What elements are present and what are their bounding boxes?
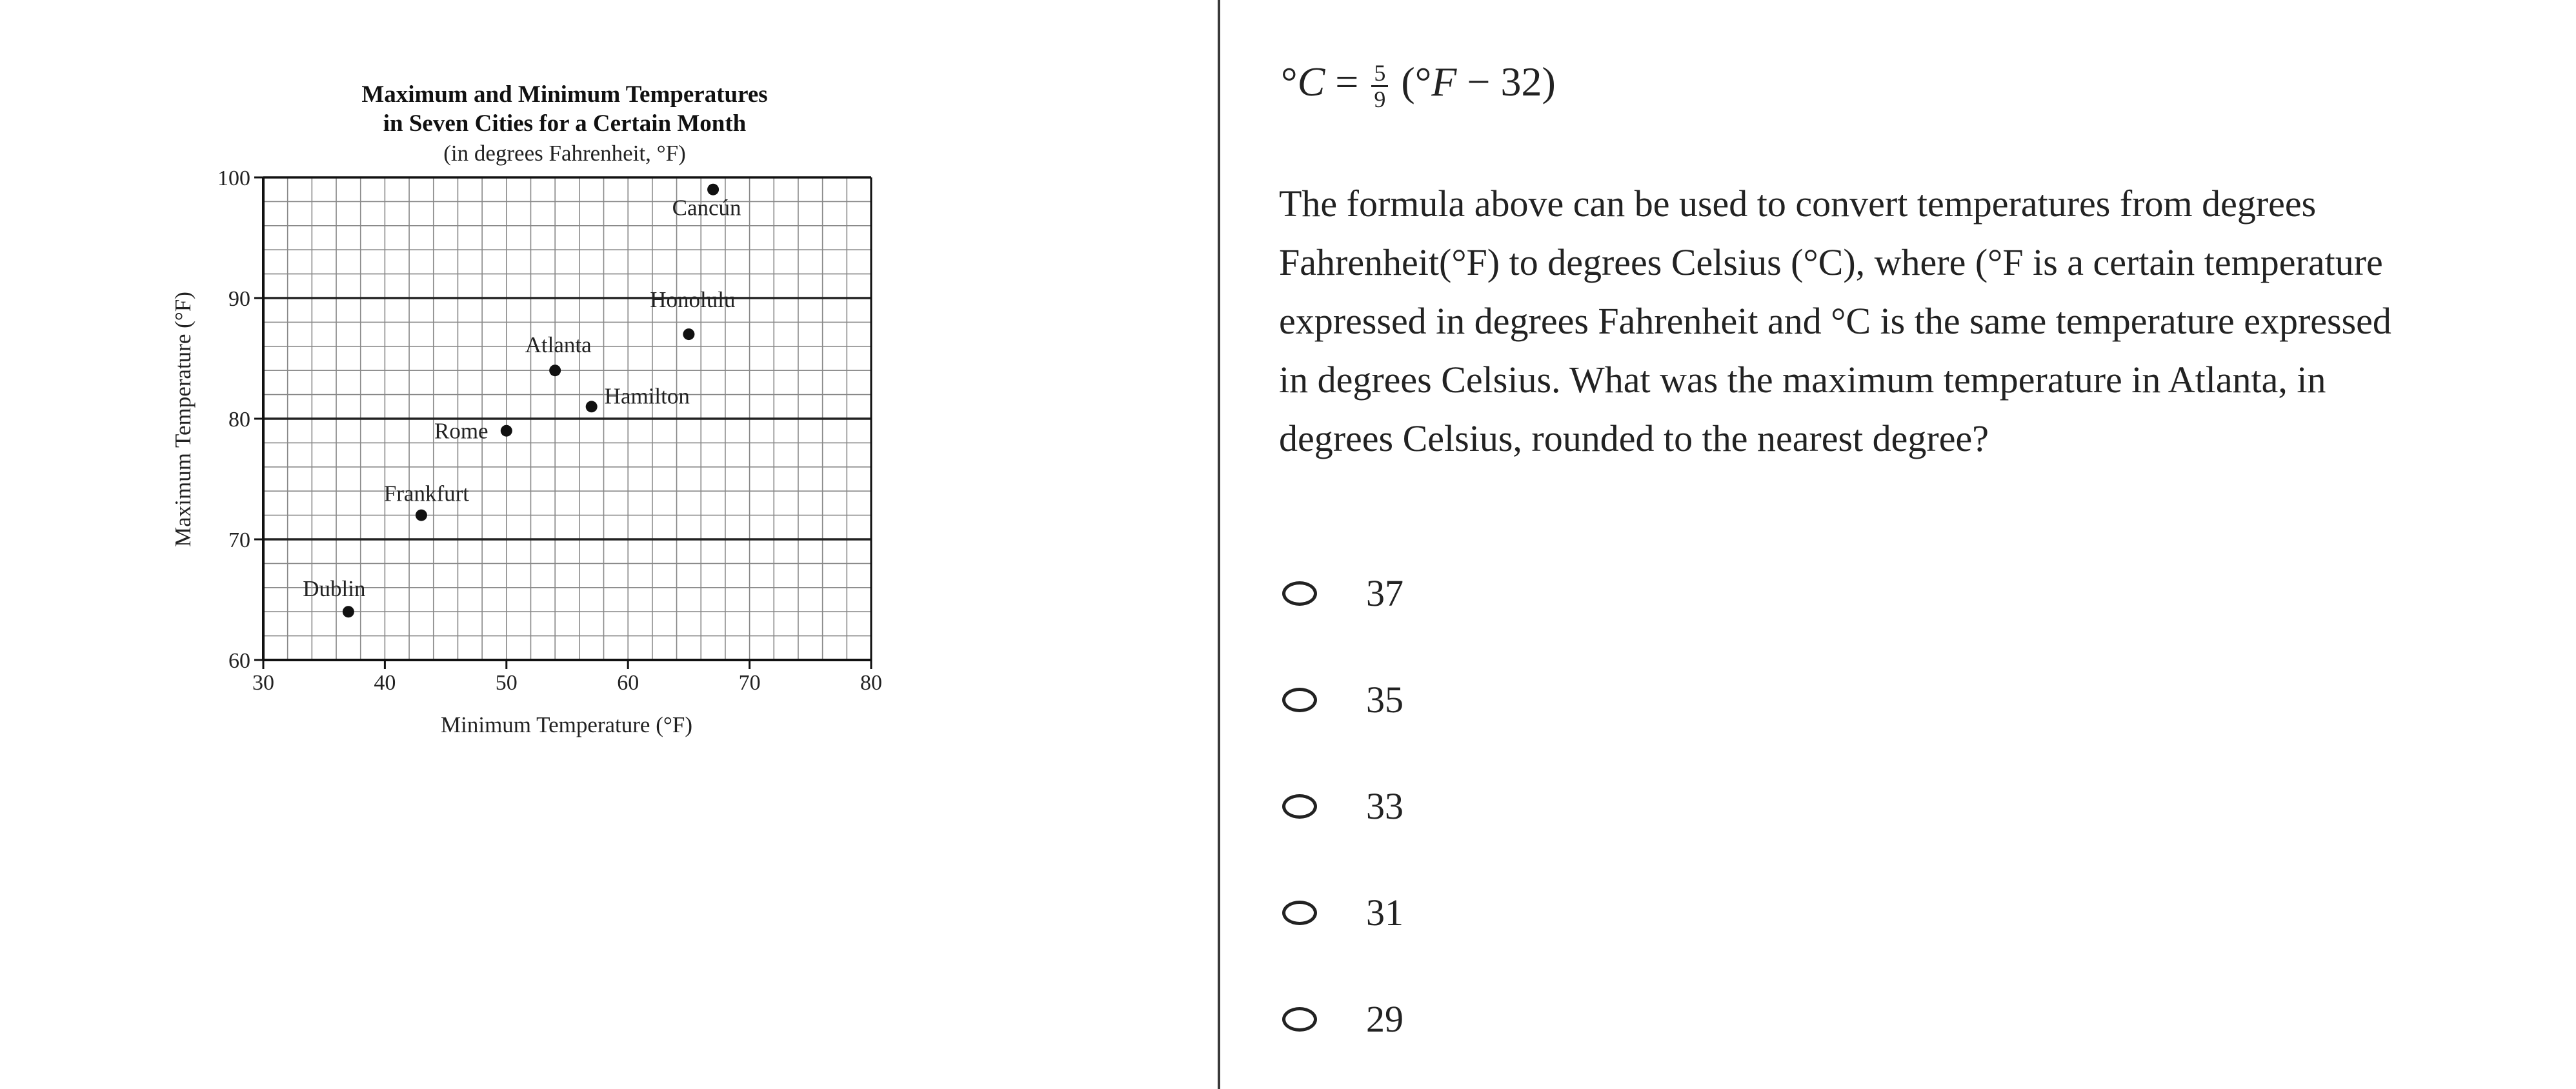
radio-button-icon[interactable] [1282, 581, 1317, 606]
y-axis-label: Maximum Temperature (°F) [170, 292, 196, 547]
degree-sign: ° [1281, 59, 1298, 105]
x-tick-label: 60 [617, 671, 639, 695]
answer-choice-label: 35 [1366, 679, 1404, 721]
x-tick-label: 50 [495, 671, 518, 695]
x-tick-label: 40 [374, 671, 396, 695]
data-points [303, 184, 741, 618]
formula-close-paren: ) [1542, 59, 1556, 105]
data-point [501, 425, 512, 437]
fraction-numerator: 5 [1371, 61, 1388, 87]
data-point-label: Atlanta [525, 332, 592, 358]
data-point-label: Honolulu [650, 287, 736, 313]
question-text: The formula above can be used to convert temperatures from degrees Fahrenheit(°F) to degrees Celsius (°C), where (°F is a certain temperature expressed in degrees Fahrenheit and °C is the same temperature expressed in degrees Celsius. What was the maximum temperature in Atlanta, in degrees Celsius, rounded to the nearest degree? [1279, 183, 2391, 459]
formula-fraction [1371, 61, 1388, 112]
x-tick-label: 70 [738, 671, 761, 695]
chart-pane [0, 0, 1218, 1089]
temperature-scatter-chart [0, 0, 1218, 1089]
x-axis-label: Minimum Temperature (°F) [441, 712, 692, 737]
tick-labels [217, 166, 882, 695]
formula-constant: 32 [1500, 59, 1542, 105]
y-tick-label: 80 [228, 408, 250, 432]
data-point [416, 510, 427, 521]
data-point [683, 328, 694, 340]
answer-choice-label: 29 [1366, 998, 1404, 1040]
radio-button-icon[interactable] [1282, 688, 1317, 712]
x-tick-label: 30 [252, 671, 274, 695]
data-point [549, 365, 561, 376]
answer-choice-b[interactable] [1282, 674, 1540, 726]
answer-choice-label: 37 [1366, 572, 1404, 614]
radio-button-icon[interactable] [1282, 901, 1317, 925]
data-point-label: Cancún [672, 195, 741, 221]
radio-button-icon[interactable] [1282, 794, 1317, 819]
x-tick-label: 80 [860, 671, 882, 695]
formula-lhs-unit: C [1297, 59, 1325, 105]
formula-rhs-unit: F [1431, 59, 1457, 105]
chart-title-line-2: in Seven Cities for a Certain Month [383, 110, 747, 137]
data-point-label: Frankfurt [383, 481, 470, 506]
chart-subtitle: (in degrees Fahrenheit, °F) [443, 141, 686, 166]
degree-sign: ° [1414, 59, 1432, 105]
data-point [343, 606, 354, 617]
y-tick-label: 90 [228, 287, 250, 311]
answer-choice-c[interactable] [1282, 781, 1540, 832]
fraction-denominator: 9 [1374, 86, 1386, 112]
formula-minus: − [1467, 59, 1491, 105]
y-tick-label: 100 [217, 166, 250, 190]
formula-open-paren: ( [1401, 59, 1415, 105]
chart-titles [170, 81, 768, 737]
data-point-label: Hamilton [604, 383, 690, 409]
answer-choice-a[interactable] [1282, 568, 1540, 619]
data-point-label: Dublin [303, 576, 366, 602]
y-tick-label: 60 [228, 649, 250, 673]
formula-equals: = [1335, 59, 1359, 105]
y-tick-label: 70 [228, 528, 250, 552]
chart-title-line-1: Maximum and Minimum Temperatures [361, 81, 768, 108]
conversion-formula [1281, 53, 1556, 112]
answer-choice-d[interactable] [1282, 887, 1540, 939]
answer-choice-e[interactable] [1282, 994, 1540, 1045]
pane-divider[interactable] [1218, 0, 1220, 1089]
answer-choice-label: 33 [1366, 785, 1404, 827]
data-point [707, 184, 719, 195]
answer-choice-label: 31 [1366, 892, 1404, 934]
data-point-label: Rome [434, 418, 488, 444]
radio-button-icon[interactable] [1282, 1007, 1317, 1032]
data-point [586, 401, 598, 412]
